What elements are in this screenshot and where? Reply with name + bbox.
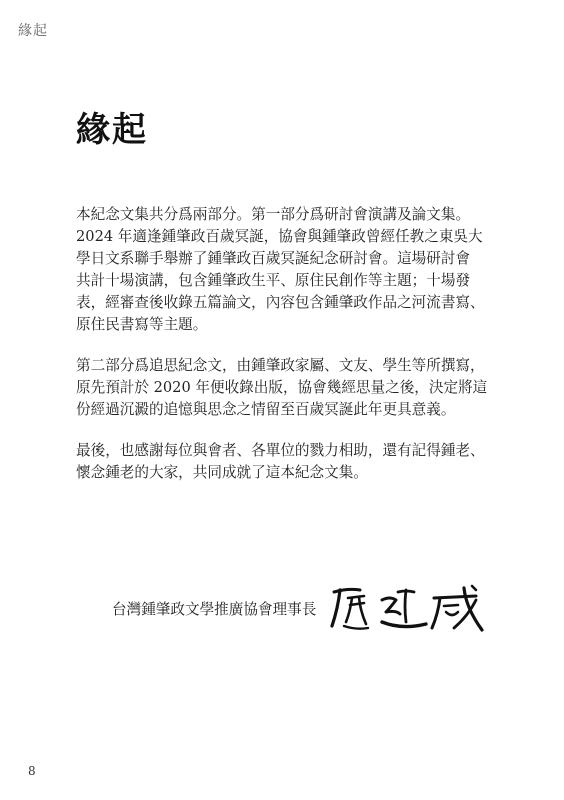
running-header: 緣起 (18, 23, 48, 39)
page-number: 8 (28, 764, 36, 778)
paragraph-line: 本紀念文集共分爲兩部分。第一部分爲研討會演講及論文集。 (76, 206, 471, 223)
paragraph-line: 最後，也感謝每位與會者、各單位的戮力相助，還有記得鍾老、 (76, 442, 485, 459)
paragraph-line: 原住民書寫等主題。 (76, 316, 208, 333)
handwritten-signature (326, 578, 486, 638)
page-title: 緣起 (76, 110, 148, 150)
signature-block (112, 578, 486, 638)
paragraph-line: 學日文系聯手舉辦了鍾肇政百歲冥誕紀念研討會。這場研討會 (76, 250, 471, 267)
paragraph-line: 共計十場演講，包含鍾肇政生平、原住民創作等主題；十場發 (76, 272, 471, 289)
signature-image (326, 578, 486, 638)
paragraph-line: 份經過沉澱的追憶與思念之情留至百歲冥誕此年更具意義。 (76, 401, 456, 418)
paragraph-line: 懷念鍾老的大家，共同成就了這本紀念文集。 (76, 464, 368, 481)
body-text (76, 204, 496, 503)
paragraph-line: 表，經審查後收錄五篇論文，內容包含鍾肇政作品之河流書寫、 (76, 294, 485, 311)
paragraph-1 (76, 204, 496, 336)
signer-title: 台灣鍾肇政文學推廣協會理事長 (112, 600, 317, 618)
paragraph-line: 原先預計於 2020 年便收錄出版，協會幾經思量之後，決定將這 (76, 379, 488, 396)
paragraph-line: 第二部分爲追思紀念文，由鍾肇政家屬、文友、學生等所撰寫， (76, 357, 485, 374)
paragraph-3 (76, 440, 496, 484)
paragraph-2 (76, 355, 496, 421)
paragraph-line: 2024 年適逢鍾肇政百歲冥誕，協會與鍾肇政曾經任教之東吳大 (76, 228, 483, 245)
